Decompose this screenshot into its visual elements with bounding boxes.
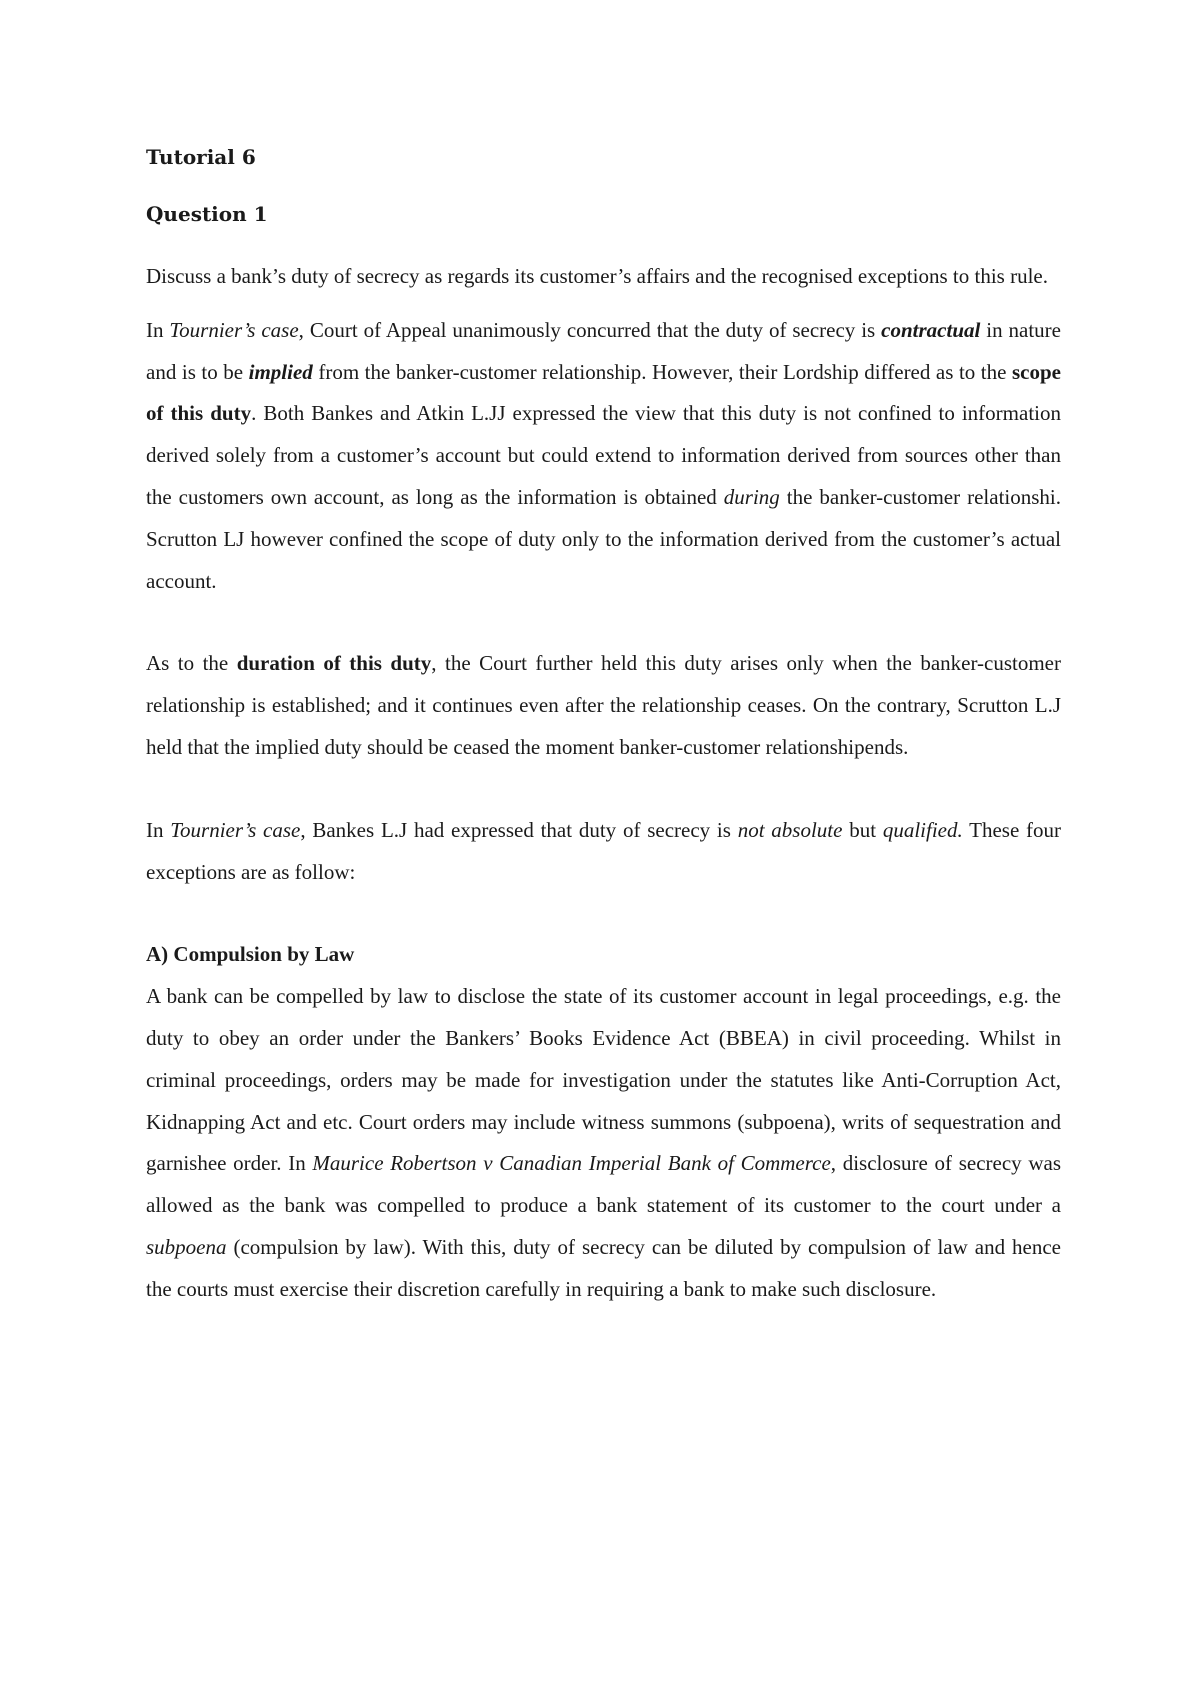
emphasis-during: during bbox=[723, 484, 780, 509]
section-heading-compulsion-by-law: A) Compulsion by Law bbox=[146, 942, 355, 967]
document-body bbox=[146, 143, 1061, 1311]
emphasis-implied: implied bbox=[248, 359, 313, 384]
paragraph-secrecy-scope: In Tournier’s case, Court of Appeal unanimously concurred that the duty of secrecy is contractual in nature and is to be implied from the banker-customer relationship. However, their Lordship differed as to the scope of this duty. Both Bankes and Atkin L.JJ expressed the view that this duty is not confined to information derived solely from a customer’s account but could extend to information derived from sources other than the customers own account, as long as the information is obtained during the banker-customer relationshi. Scrutton LJ however confined the scope of duty only to the information derived from the customer’s actual account. bbox=[146, 317, 1061, 593]
emphasis-duration: duration of this duty bbox=[236, 651, 432, 676]
case-name: Tournier’s case bbox=[170, 817, 301, 842]
emphasis-qualified: qualified. bbox=[882, 817, 963, 842]
tutorial-title: Tutorial 6 bbox=[146, 145, 256, 169]
emphasis-not-absolute: not absolute bbox=[737, 817, 843, 842]
question-heading: Question 1 bbox=[146, 202, 268, 226]
emphasis-contractual: contractual bbox=[881, 317, 981, 342]
paragraph-exceptions-intro: In Tournier’s case, Bankes L.J had expressed that duty of secrecy is not absolute but qualified. These four exceptions are as follow: bbox=[146, 817, 1062, 884]
emphasis-scope: scope of this duty bbox=[146, 359, 1061, 426]
case-name: Tournier’s case bbox=[169, 317, 299, 342]
emphasis-subpoena: subpoena bbox=[146, 1234, 227, 1259]
paragraph-secrecy-duration: As to the duration of this duty, the Court further held this duty arises only when the banker-customer relationship is established; and it continues even after the relationship ceases. On the contrary, Scrutton L.J held that the implied duty should be ceased the moment banker-customer relationshipends. bbox=[146, 651, 1062, 759]
paragraph-compulsion-by-law: A bank can be compelled by law to disclose the state of its customer account in legal proceedings, e.g. the duty to obey an order under the Bankers’ Books Evidence Act (BBEA) in civil proceeding. Whilst in criminal proceedings, orders may be made for investigation under the statutes like Anti-Corruption Act, Kidnapping Act and etc. Court orders may include witness summons (subpoena), writs of sequestration and garnishee order. In Maurice Robertson v Canadian Imperial Bank of Commerce, disclosure of secrecy was allowed as the bank was compelled to produce a bank statement of its customer to the court under a subpoena (compulsion by law). With this, duty of secrecy can be diluted by compulsion of law and hence the courts must exercise their discretion carefully in requiring a bank to make such disclosure. bbox=[146, 984, 1061, 1301]
question-text: Discuss a bank’s duty of secrecy as regards its customer’s affairs and the recognised exceptions to this rule. bbox=[146, 264, 1048, 288]
case-name: Maurice Robertson v Canadian Imperial Bank of Commerce bbox=[312, 1151, 831, 1176]
